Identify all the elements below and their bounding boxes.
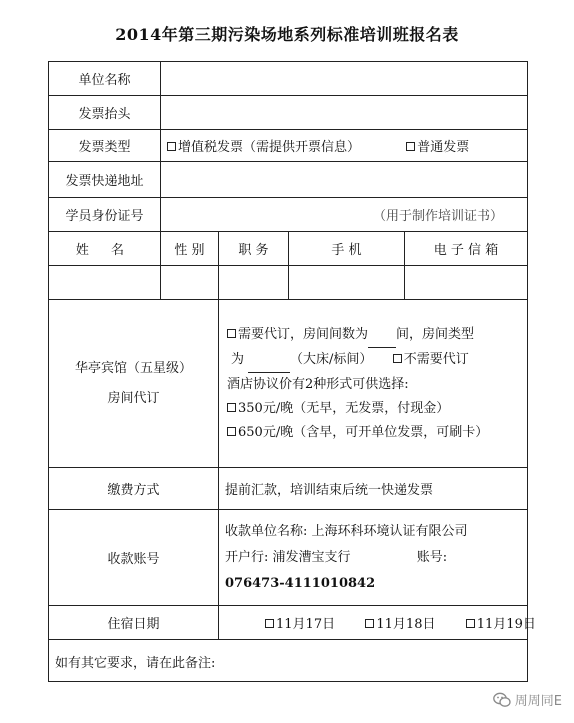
header-name: 姓 名 [49,232,161,266]
room-type-input[interactable] [248,348,290,373]
header-email: 电 子 信 箱 [405,232,528,266]
invoice-title-label: 发票抬头 [49,96,161,130]
invoice-address-label: 发票快递地址 [49,162,161,198]
room-count-input[interactable] [368,323,396,348]
stay-date-options [219,606,536,640]
account-details [219,510,528,606]
hotel-option-650-line [225,421,521,445]
payment-value: 提前汇款，培训结束后统一快递发票 [219,468,528,510]
attendee-row [49,266,528,300]
row-payment [49,468,528,510]
row-account [49,510,528,606]
stay-label: 住宿日期 [49,606,219,640]
row-invoice-type [49,130,528,162]
payment-label: 缴费方式 [49,468,219,510]
need-booking-checkbox[interactable] [227,329,236,338]
attendee-header-row [49,232,528,266]
hotel-label-line2: 房间代订 [107,390,160,406]
invoice-address-field[interactable] [161,162,528,198]
invoice-type-options [161,130,528,162]
remarks-field[interactable] [49,640,528,682]
no-booking-text: 不需要代订 [403,351,469,367]
bank-name: 开户行: 浦发漕宝支行 [225,549,351,565]
account-number: 076473-4111010842 [225,575,376,591]
form-title: 2014年第三期污染场地系列标准培训班报名表 [115,25,459,44]
unit-name-label: 单位名称 [49,62,161,96]
date-19-checkbox[interactable] [466,619,475,628]
row-hotel [49,300,528,468]
option-650-text: 650元/晚（含早，可开单位发票，可刷卡） [238,424,489,440]
bank-line [225,545,521,571]
unit-name-field[interactable] [161,62,528,96]
room-type-text: 间，房间类型 [396,326,475,342]
wechat-icon [493,692,511,708]
invoice-title-field[interactable] [161,96,528,130]
id-number-field[interactable] [161,198,528,232]
vat-invoice-checkbox[interactable] [167,142,176,151]
registration-table [48,61,536,682]
normal-invoice-checkbox[interactable] [406,142,415,151]
row-invoice-address [49,162,528,198]
vat-invoice-label: 增值税发票（需提供开票信息） [178,140,361,155]
account-label: 收款账号 [49,510,219,606]
attendee-position-field[interactable] [219,266,289,300]
need-booking-text: 需要代订，房间间数为 [238,326,369,342]
option-350-text: 350元/晚（无早，无发票，付现金） [238,400,450,416]
header-phone: 手 机 [289,232,405,266]
date-17-label: 11月17日 [276,617,336,632]
watermark [493,690,562,709]
hotel-need-booking-line [225,323,521,348]
attendee-phone-field[interactable] [289,266,405,300]
row-remarks [49,640,528,682]
date-17-checkbox[interactable] [265,619,274,628]
row-id-number [49,198,528,232]
row-unit-name [49,62,528,96]
hotel-label [49,300,219,468]
option-350-checkbox[interactable] [227,403,236,412]
hotel-options [219,300,528,468]
hotel-label-line1: 华亭宾馆（五星级） [74,360,192,376]
row-stay-dates [49,606,528,640]
date-19-label: 11月19日 [476,617,536,632]
date-18-label: 11月18日 [376,617,436,632]
hotel-room-type-line [225,348,521,373]
payee-line: 收款单位名称: 上海环科环境认证有限公司 [225,523,468,539]
no-booking-checkbox[interactable] [393,354,402,363]
account-no-label: 账号: [416,549,448,565]
hotel-option-350-line [225,397,521,421]
header-gender: 性 别 [161,232,219,266]
attendee-gender-field[interactable] [161,266,219,300]
row-invoice-title [49,96,528,130]
id-number-note: （用于制作培训证书） [372,209,503,224]
remarks-label: 如有其它要求，请在此备注: [55,656,216,671]
attendee-email-field[interactable] [405,266,528,300]
room-type-prefix: 为 [231,351,245,367]
attendee-name-field[interactable] [49,266,161,300]
header-position: 职 务 [219,232,289,266]
invoice-type-label: 发票类型 [49,130,161,162]
option-650-checkbox[interactable] [227,427,236,436]
hotel-price-intro: 酒店协议价有2种形式可供选择: [227,376,409,392]
date-18-checkbox[interactable] [365,619,374,628]
room-type-options: （大床/标间） [290,351,373,367]
normal-invoice-label: 普通发票 [417,140,470,155]
watermark-text: 周周同E [514,694,562,709]
id-number-label: 学员身份证号 [49,198,161,232]
